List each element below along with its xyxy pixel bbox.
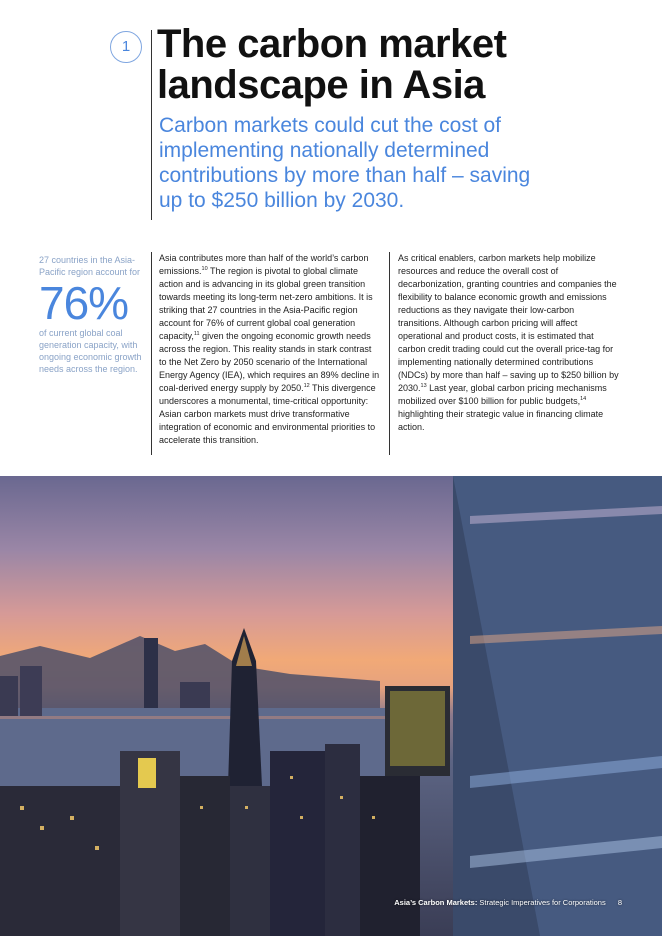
footer-report-title: Asia’s Carbon Markets: — [394, 898, 478, 907]
sidebar-callout — [39, 254, 147, 375]
page-title — [157, 24, 506, 106]
column-divider-left — [151, 252, 152, 455]
callout-lead: 27 countries in the Asia-Pacific region account for — [39, 255, 141, 277]
footnote-ref: 12 — [303, 383, 310, 389]
body-column-2 — [398, 252, 620, 434]
title-line-2: landscape in Asia — [157, 63, 485, 107]
chapter-number-badge: 1 — [110, 31, 142, 63]
city-skyline-photo — [0, 476, 662, 936]
page-footer — [394, 898, 622, 907]
page-number: 8 — [617, 898, 622, 907]
callout-statistic: 76% — [39, 277, 129, 329]
skyline-illustration — [0, 476, 662, 936]
footnote-ref: 11 — [193, 331, 200, 337]
page-subtitle: Carbon markets could cut the cost of implementing nationally determined contributions by more than half – saving up to $250 billion by 2030. — [159, 114, 531, 212]
footnote-ref: 14 — [580, 396, 587, 402]
body-column-1 — [159, 252, 381, 447]
callout-tail: of current global coal generation capacity, with ongoing economic growth needs across the region. — [39, 328, 142, 374]
footnote-ref: 13 — [420, 383, 427, 389]
footer-report-subtitle: Strategic Imperatives for Corporations — [479, 898, 606, 907]
column-1-paragraph: Asia contributes more than half of the world’s carbon emissions.$^{10}$ The region is pivotal to global climate action and is advancing in its global green transition towards meeting its long-term net-zero ambitions. It is striking that 27 countries in the Asia-Pacific region account for 76% of current global coal generation capacity,$^{11}$ given the ongoing economic growth needs across the region. This reality stands in stark contrast to the Net Zero by 2050 scenario of the International Energy Agency (IEA), which requires an 89% decline in coal-derived energy supply by 2050.12 This divergence underscores a monumental, time-critical opportunity: Asian carbon markets must drive transformative integration of economic and environmental priorities to accelerate this transition. — [159, 253, 380, 445]
title-line-1: The carbon market — [157, 22, 507, 66]
column-2-paragraph: As critical enablers, carbon markets help mobilize resources and reduce the overall cost of decarbonization, granting countries and companies the flexibility to balance economic growth and emissions reductions as they navigate their low-carbon transitions. Although carbon pricing will affect operational and product costs, it is estimated that carbon credit trading could cut the overall price-tag for implementing nationally determined contributions (NDCs) by more than half – saving up to $250 billion by 2030.13 Last year, global carbon pricing mechanisms mobilized over $100 billion for public budgets,$^{14}$ highlighting their strategic value in financing climate action. — [398, 253, 619, 432]
column-divider-right — [389, 252, 390, 455]
title-divider — [151, 30, 152, 220]
footnote-ref: 10 — [201, 266, 208, 272]
